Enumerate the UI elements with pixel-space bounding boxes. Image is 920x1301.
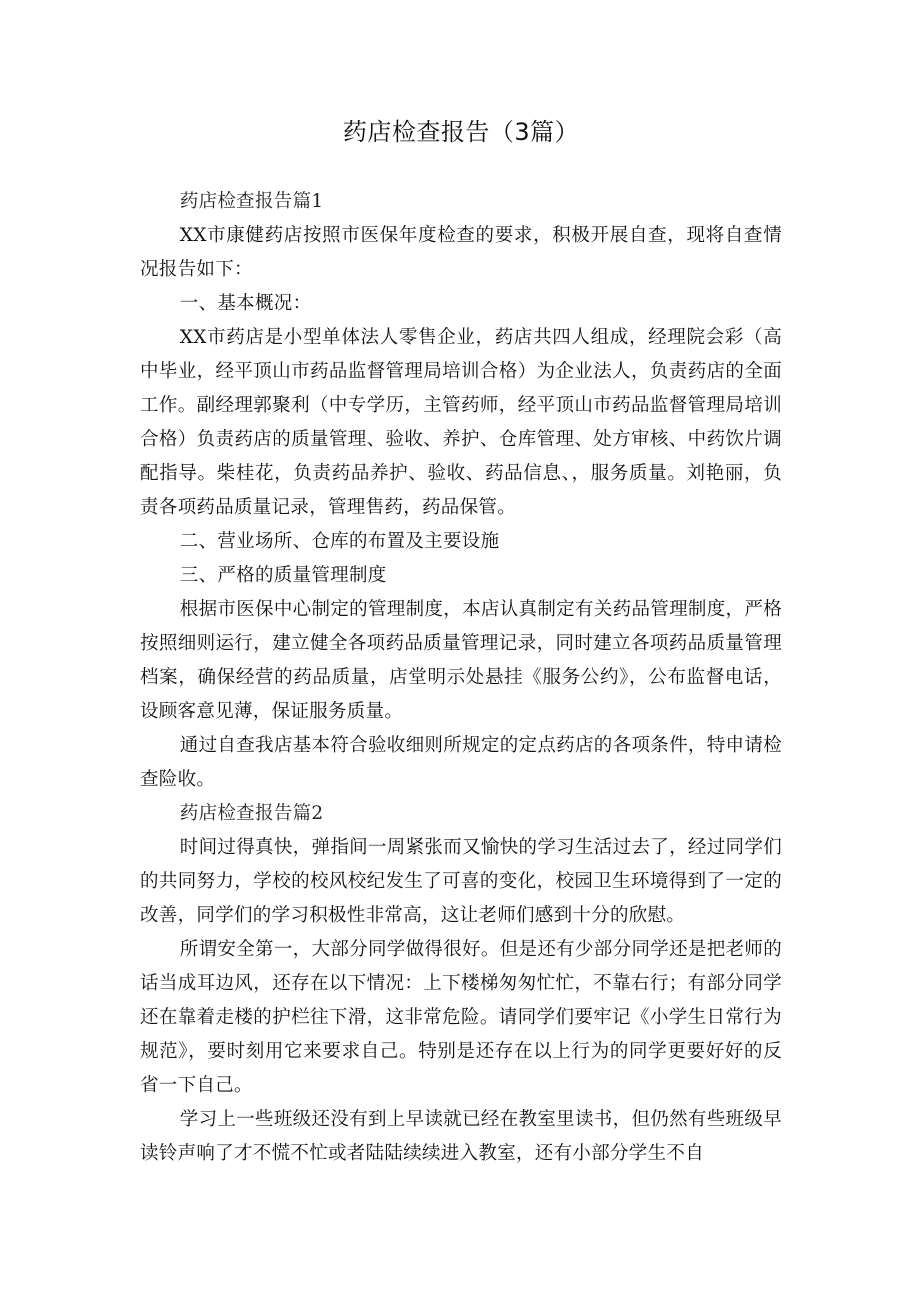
- paragraph-intro: XX市康健药店按照市医保年度检查的要求，积极开展自查，现将自查情况报告如下：: [140, 225, 782, 280]
- paragraph-safety: 所谓安全第一，大部分同学做得很好。但是还有少部分同学还是把老师的话当成耳边风，还存在以下情况：上下楼梯匆匆忙忙，不靠右行；有部分同学还在靠着走楼的护栏往下滑，这非常危险。请同学们要牢记《小学生日常行为规范》，要时刻用它来要求自己。特别是还存在以上行为的同学更要好好的反省一下自己。: [140, 939, 782, 1096]
- section-heading-2: 药店检查报告篇2: [179, 803, 324, 824]
- subheading-premises: 二、营业场所、仓库的布置及主要设施: [179, 531, 500, 552]
- document-body: [140, 185, 782, 1171]
- paragraph-time-flies: 时间过得真快，弹指间一周紧张而又愉快的学习生活过去了，经过同学们的共同努力，学校的校风校纪发生了可喜的变化，校园卫生环境得到了一定的改善，同学们的学习积极性非常高，这让老师们感到十分的欣慰。: [140, 837, 782, 926]
- subheading-quality-system: 三、严格的质量管理制度: [179, 565, 387, 586]
- document-page: [140, 0, 782, 1171]
- document-title: 药店检查报告（3篇）: [342, 118, 580, 146]
- paragraph-conclusion: 通过自查我店基本符合验收细则所规定的定点药店的各项条件，特申请检查险收。: [140, 735, 782, 790]
- subheading-basic-overview: 一、基本概况：: [179, 293, 312, 314]
- section-heading-1: 药店检查报告篇1: [179, 191, 324, 212]
- paragraph-staff: XX市药店是小型单体法人零售企业，药店共四人组成，经理院会彩（高中毕业，经平顶山市药品监督管理局培训合格）为企业法人，负责药店的全面工作。副经理郭聚利（中专学历，主管药师，经平顶山市药品监督管理局培训合格）负责药店的质量管理、验收、养护、仓库管理、处方审核、中药饮片调配指导。柴桂花，负责药品养护、验收、药品信息、，服务质量。刘艳丽，负责各项药品质量记录，管理售药，药品保管。: [140, 327, 782, 518]
- paragraph-quality-management: 根据市医保中心制定的管理制度，本店认真制定有关药品管理制度，严格按照细则运行，建立健全各项药品质量管理记录，同时建立各项药品质量管理档案，确保经营的药品质量，店堂明示处悬挂《服务公约》，公布监督电话，设顾客意见薄，保证服务质量。: [140, 599, 782, 722]
- paragraph-study: 学习上一些班级还没有到上早读就已经在教室里读书，但仍然有些班级早读铃声响了才不慌不忙或者陆陆续续进入教室，还有小部分学生不自: [140, 1109, 782, 1164]
